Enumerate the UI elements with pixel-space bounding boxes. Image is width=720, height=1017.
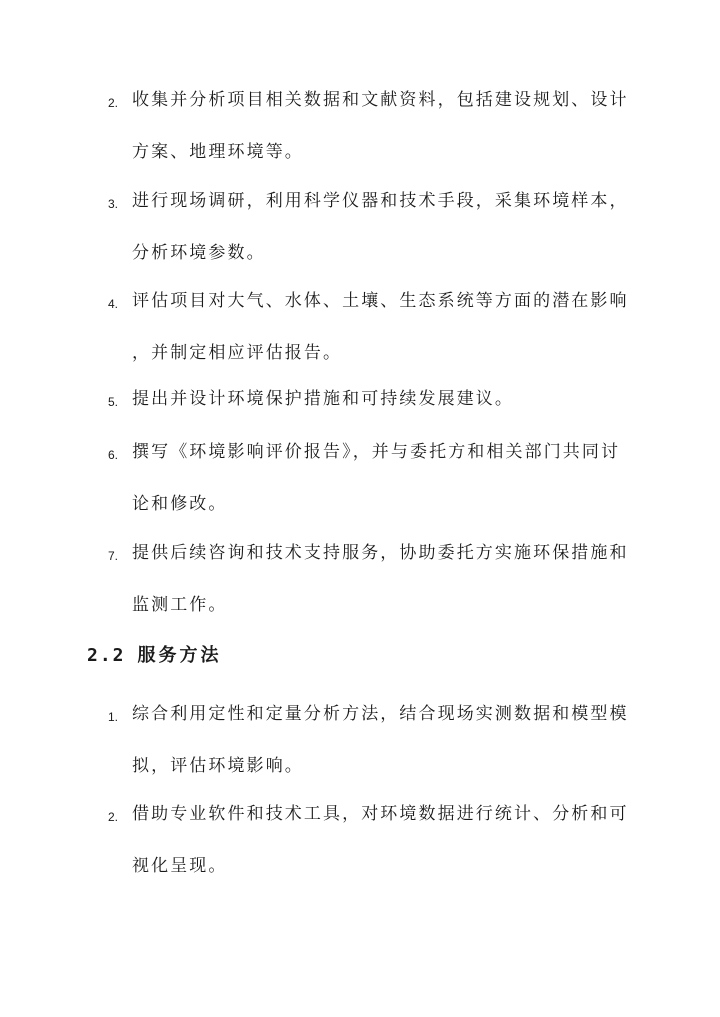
list-text-line: 提出并设计环境保护措施和可持续发展建议。 [132, 389, 514, 409]
list-text-line: 借助专业软件和技术工具，对环境数据进行统计、分析和可 [132, 804, 629, 824]
list-text-line: 撰写《环境影响评价报告》，并与委托方和相关部门共同讨 [132, 442, 621, 462]
list-text-line: 进行现场调研，利用科学仪器和技术手段，采集环境样本， [132, 191, 629, 211]
list-number: 4. [108, 297, 119, 311]
section-title: 服务方法 [137, 645, 222, 666]
list-text-line: 视化呈现。 [132, 856, 228, 876]
list-number: 7. [108, 549, 119, 563]
list-text-line: 评估项目对大气、水体、土壤、生态系统等方面的潜在影响 [132, 291, 629, 311]
list-text-line: ，并制定相应评估报告。 [132, 343, 343, 363]
list-number: 2. [108, 810, 119, 824]
list-number: 3. [108, 197, 119, 211]
section-number: 2.2 [87, 645, 126, 666]
list-number: 6. [108, 448, 119, 462]
list-text-line: 收集并分析项目相关数据和文献资料，包括建设规划、设计 [132, 90, 629, 110]
list-text-line: 监测工作。 [132, 595, 228, 615]
section-heading [87, 643, 222, 669]
list-text-line: 论和修改。 [132, 494, 228, 514]
list-text-line: 综合利用定性和定量分析方法，结合现场实测数据和模型模 [132, 704, 629, 724]
list-text-line: 分析环境参数。 [132, 243, 266, 263]
list-text-line: 提供后续咨询和技术支持服务，协助委托方实施环保措施和 [132, 543, 629, 563]
list-number: 1. [108, 710, 119, 724]
list-text-line: 拟，评估环境影响。 [132, 756, 304, 776]
list-number: 5. [108, 395, 119, 409]
list-number: 2. [108, 96, 119, 110]
list-text-line: 方案、地理环境等。 [132, 142, 304, 162]
